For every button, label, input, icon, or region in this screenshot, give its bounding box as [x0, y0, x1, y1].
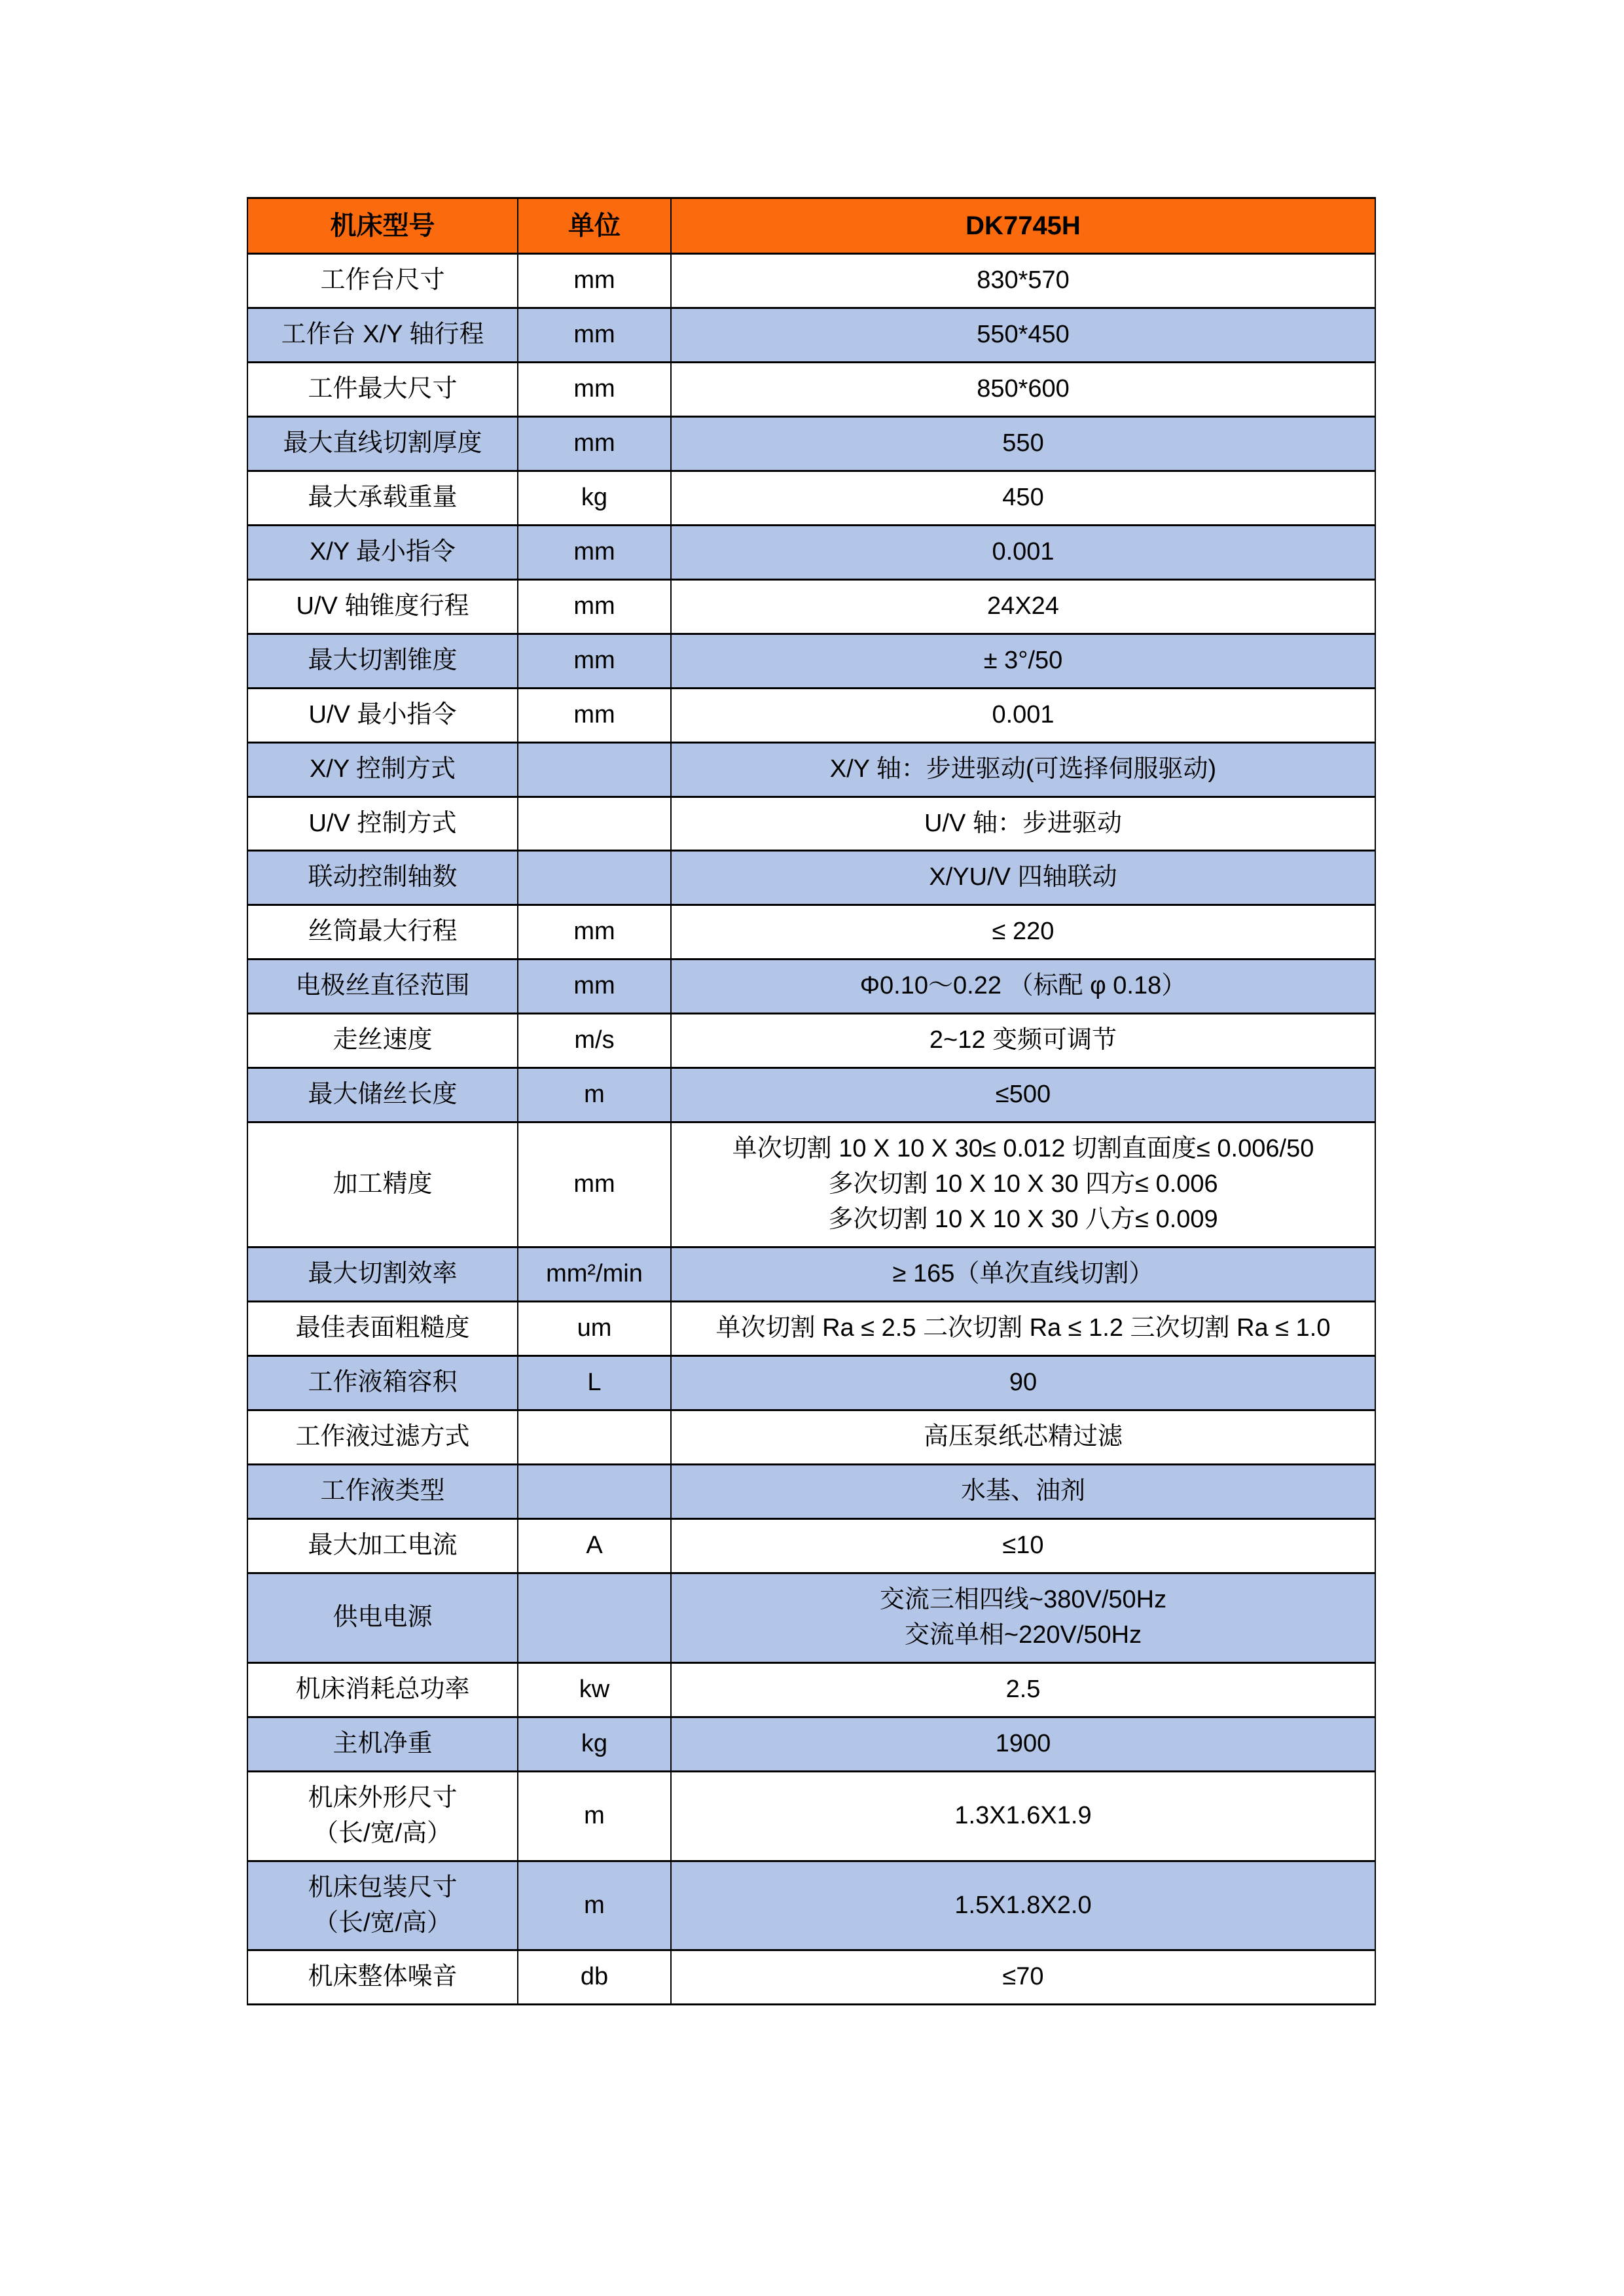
spec-value-cell: 高压泵纸芯精过滤	[671, 1410, 1375, 1464]
header-unit-label: 单位	[518, 198, 671, 254]
spec-value-cell: 830*570	[671, 254, 1375, 308]
spec-unit-cell: mm	[518, 1122, 671, 1247]
table-row	[247, 742, 1375, 797]
spec-value-cell: 550	[671, 416, 1375, 471]
spec-value-line: 交流单相~220V/50Hz	[904, 1621, 1142, 1649]
spec-label-cell: 加工精度	[247, 1122, 518, 1247]
spec-value-cell: ≤70	[671, 1950, 1375, 2005]
spec-unit-cell: mm	[518, 308, 671, 362]
table-row	[247, 1356, 1375, 1410]
spec-value-cell: 0.001	[671, 688, 1375, 742]
spec-label-line: （长/宽/高）	[313, 1909, 452, 1937]
spec-unit-cell: mm	[518, 525, 671, 579]
spec-value-line: 多次切割 10 X 10 X 30 八方≤ 0.009	[828, 1206, 1218, 1234]
spec-value-cell: 1.3X1.6X1.9	[671, 1771, 1375, 1861]
table-row	[247, 362, 1375, 416]
spec-value-cell: ≥ 165（单次直线切割）	[671, 1247, 1375, 1302]
spec-label-cell: 最大加工电流	[247, 1518, 518, 1573]
spec-unit-cell	[518, 1573, 671, 1662]
spec-label-cell: 最大承载重量	[247, 471, 518, 525]
spec-label-cell: 主机净重	[247, 1717, 518, 1771]
table-row	[247, 308, 1375, 362]
spec-label-cell: U/V 轴锥度行程	[247, 579, 518, 634]
spec-label-cell	[247, 1861, 518, 1950]
spec-value-cell: 850*600	[671, 362, 1375, 416]
spec-label-cell: 机床整体噪音	[247, 1950, 518, 2005]
table-row	[247, 471, 1375, 525]
table-row	[247, 1464, 1375, 1518]
spec-label-cell: 最大直线切割厚度	[247, 416, 518, 471]
spec-unit-cell: mm	[518, 416, 671, 471]
spec-label-cell: 丝筒最大行程	[247, 905, 518, 960]
spec-unit-cell	[518, 742, 671, 797]
spec-value-cell: Φ0.10～0.22 （标配 φ 0.18）	[671, 960, 1375, 1014]
table-row	[247, 254, 1375, 308]
table-row	[247, 579, 1375, 634]
spec-unit-cell	[518, 1410, 671, 1464]
table-row	[247, 1518, 1375, 1573]
spec-label-cell: 工作液过滤方式	[247, 1410, 518, 1464]
spec-value-cell: 450	[671, 471, 1375, 525]
table-row	[247, 905, 1375, 960]
spec-unit-cell: kw	[518, 1662, 671, 1717]
spec-unit-cell	[518, 851, 671, 905]
table-row	[247, 416, 1375, 471]
table-row	[247, 1410, 1375, 1464]
spec-unit-cell: mm	[518, 579, 671, 634]
spec-label-cell: 最佳表面粗糙度	[247, 1302, 518, 1356]
spec-unit-cell: um	[518, 1302, 671, 1356]
spec-unit-cell: mm	[518, 634, 671, 688]
spec-value-cell: 0.001	[671, 525, 1375, 579]
spec-unit-cell: mm	[518, 960, 671, 1014]
spec-value-cell: X/Y 轴：步进驱动(可选择伺服驱动)	[671, 742, 1375, 797]
header-model-value: DK7745H	[671, 198, 1375, 254]
spec-label-line: 机床包装尺寸	[308, 1873, 458, 1901]
spec-unit-cell: mm	[518, 688, 671, 742]
table-row	[247, 1122, 1375, 1247]
spec-unit-cell: mm	[518, 254, 671, 308]
spec-unit-cell: db	[518, 1950, 671, 2005]
header-model-label: 机床型号	[247, 198, 518, 254]
spec-value-cell: ± 3°/50	[671, 634, 1375, 688]
spec-value-cell: ≤500	[671, 1068, 1375, 1122]
spec-value-cell: X/YU/V 四轴联动	[671, 851, 1375, 905]
spec-label-line: 机床外形尺寸	[308, 1784, 458, 1812]
table-row	[247, 851, 1375, 905]
spec-label-cell: 工件最大尺寸	[247, 362, 518, 416]
spec-unit-cell: m	[518, 1771, 671, 1861]
table-row	[247, 1950, 1375, 2005]
spec-label-cell: X/Y 最小指令	[247, 525, 518, 579]
spec-unit-cell: kg	[518, 1717, 671, 1771]
spec-unit-cell: L	[518, 1356, 671, 1410]
spec-unit-cell: m/s	[518, 1014, 671, 1068]
table-row	[247, 1068, 1375, 1122]
table-row	[247, 1014, 1375, 1068]
spec-label-cell: 联动控制轴数	[247, 851, 518, 905]
spec-value-cell: 2~12 变频可调节	[671, 1014, 1375, 1068]
spec-label-cell: 工作液类型	[247, 1464, 518, 1518]
table-row	[247, 1771, 1375, 1861]
header-row	[247, 198, 1375, 254]
machine-spec-table	[247, 197, 1376, 2005]
table-row	[247, 1302, 1375, 1356]
table-row	[247, 634, 1375, 688]
spec-label-cell: X/Y 控制方式	[247, 742, 518, 797]
table-row	[247, 1717, 1375, 1771]
spec-value-cell: ≤ 220	[671, 905, 1375, 960]
table-row	[247, 1662, 1375, 1717]
spec-value-cell: 水基、油剂	[671, 1464, 1375, 1518]
spec-label-cell: 最大储丝长度	[247, 1068, 518, 1122]
spec-label-line: （长/宽/高）	[313, 1819, 452, 1847]
spec-label-cell: 工作液箱容积	[247, 1356, 518, 1410]
table-row	[247, 960, 1375, 1014]
spec-unit-cell: mm	[518, 905, 671, 960]
table-row	[247, 1861, 1375, 1950]
spec-unit-cell: m	[518, 1861, 671, 1950]
spec-value-cell: 单次切割 Ra ≤ 2.5 二次切割 Ra ≤ 1.2 三次切割 Ra ≤ 1.0	[671, 1302, 1375, 1356]
table-row	[247, 688, 1375, 742]
spec-unit-cell: kg	[518, 471, 671, 525]
spec-label-cell: U/V 控制方式	[247, 797, 518, 851]
spec-value-cell	[671, 1122, 1375, 1247]
table-row	[247, 525, 1375, 579]
spec-label-cell: 走丝速度	[247, 1014, 518, 1068]
spec-label-cell: 工作台 X/Y 轴行程	[247, 308, 518, 362]
spec-unit-cell	[518, 797, 671, 851]
table-row	[247, 797, 1375, 851]
spec-value-cell: 24X24	[671, 579, 1375, 634]
spec-value-cell: 1900	[671, 1717, 1375, 1771]
spec-value-cell: 90	[671, 1356, 1375, 1410]
spec-unit-cell: mm	[518, 362, 671, 416]
spec-label-cell: 最大切割效率	[247, 1247, 518, 1302]
spec-unit-cell	[518, 1464, 671, 1518]
spec-label-cell: 供电电源	[247, 1573, 518, 1662]
spec-value-cell: ≤10	[671, 1518, 1375, 1573]
spec-label-cell: 最大切割锥度	[247, 634, 518, 688]
spec-label-cell	[247, 1771, 518, 1861]
spec-value-cell: U/V 轴：步进驱动	[671, 797, 1375, 851]
table-row	[247, 1573, 1375, 1662]
spec-unit-cell: m	[518, 1068, 671, 1122]
spec-unit-cell: A	[518, 1518, 671, 1573]
spec-value-cell: 2.5	[671, 1662, 1375, 1717]
spec-value-cell: 1.5X1.8X2.0	[671, 1861, 1375, 1950]
table-row	[247, 1247, 1375, 1302]
spec-value-line: 单次切割 10 X 10 X 30≤ 0.012 切割直面度≤ 0.006/50	[732, 1135, 1314, 1163]
spec-value-line: 多次切割 10 X 10 X 30 四方≤ 0.006	[828, 1170, 1218, 1198]
spec-value-cell: 550*450	[671, 308, 1375, 362]
spec-label-cell: 工作台尺寸	[247, 254, 518, 308]
spec-label-cell: U/V 最小指令	[247, 688, 518, 742]
spec-unit-cell: mm²/min	[518, 1247, 671, 1302]
spec-label-cell: 电极丝直径范围	[247, 960, 518, 1014]
spec-value-line: 交流三相四线~380V/50Hz	[879, 1585, 1167, 1613]
spec-label-cell: 机床消耗总功率	[247, 1662, 518, 1717]
spec-value-cell	[671, 1573, 1375, 1662]
